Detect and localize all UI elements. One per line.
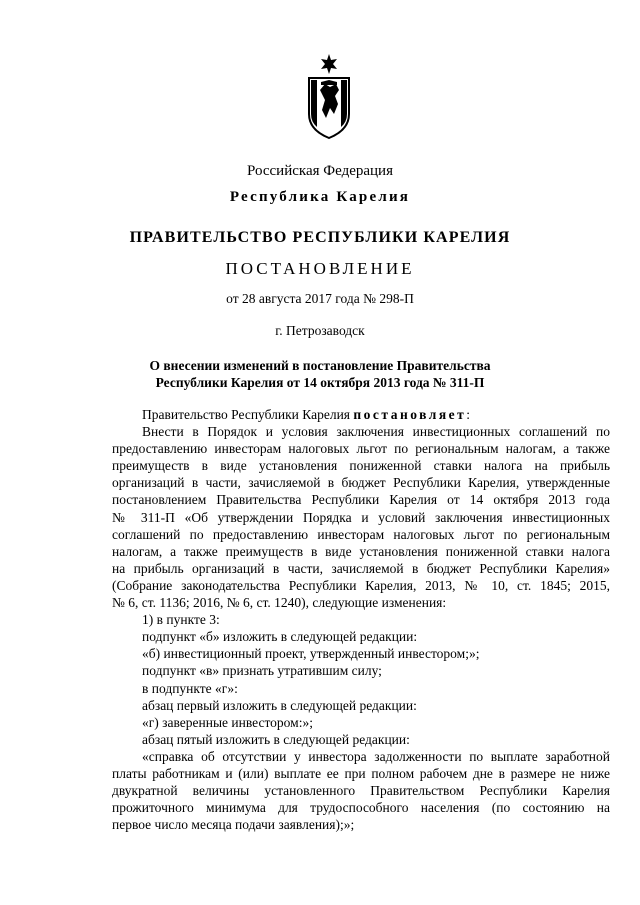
body-line: в подпункте «г»: [142, 680, 238, 696]
document-date-number: от 28 августа 2017 года № 298-П [226, 291, 414, 306]
body-line: первое число месяца подачи заявления);»; [112, 817, 355, 833]
intro-line [112, 406, 610, 423]
document-title-line-1: О внесении изменений в постановление Правительства [149, 358, 491, 373]
karelia-coat-of-arms-icon [303, 52, 355, 140]
body-line: соглашений по предоставлению инвесторам налоговых льгот по региональным [112, 526, 610, 542]
government-name: ПРАВИТЕЛЬСТВО РЕСПУБЛИКИ КАРЕЛИЯ [129, 229, 511, 246]
body-line: 1) в пункте 3: [142, 612, 220, 628]
document-title-line-2: Республики Карелия от 14 октября 2013 года № 311-П [155, 375, 485, 390]
document-body [112, 406, 610, 833]
body-line: «б) инвестиционный проект, утвержденный инвестором;»; [142, 646, 480, 662]
body-line: платы работникам и (или) выплате ее при полном рабочем дне в размере не ниже [112, 765, 610, 781]
document-type: ПОСТАНОВЛЕНИЕ [225, 259, 415, 278]
intro-suffix: : [466, 407, 471, 422]
body-line: организаций в части, зачисляемой в бюджет Республики Карелия, утвержденные [112, 475, 610, 491]
body-line: № 6, ст. 1136; 2016, № 6, ст. 1240), следующие изменения: [112, 595, 447, 611]
body-line: Внести в Порядок и условия заключения инвестиционных соглашений по [142, 424, 610, 440]
body-line: подпункт «в» признать утратившим силу; [142, 663, 382, 679]
intro-verb: постановляет [353, 407, 467, 422]
body-line: прожиточного минимума для трудоспособного населения (по состоянию на [112, 800, 610, 816]
body-line: «справка об отсутствии у инвестора задолженности по выплате заработной [142, 748, 610, 764]
body-line: № 311-П «Об утверждении Порядка и условий заключения инвестиционных [112, 509, 610, 525]
body-line: двукратной величины установленного Правительством Республики Карелия [112, 783, 610, 799]
body-line: абзац первый изложить в следующей редакции: [142, 697, 417, 713]
body-line: налогам, а также преимуществ в виде установления пониженной ставки налога [112, 543, 610, 559]
republic-name: Республика Карелия [229, 189, 411, 205]
body-line: постановлением Правительства Республики Карелия от 14 октября 2013 года [112, 492, 610, 508]
coat-of-arms-emblem [303, 52, 355, 140]
body-line: на прибыль организаций в части, зачисляемой в бюджет Республики Карелия» [112, 560, 610, 576]
body-line: «г) заверенные инвестором:»; [142, 714, 313, 730]
body-line: (Собрание законодательства Республики Карелия, 2013, № 10, ст. 1845; 2015, [112, 577, 610, 593]
body-line: преимуществ в виде установления пониженной ставки налога на прибыль [112, 458, 610, 474]
body-line: предоставлению инвесторам налоговых льгот по региональным налогам, а также [112, 441, 610, 457]
city-name: г. Петрозаводск [275, 323, 365, 338]
body-line: абзац пятый изложить в следующей редакции: [142, 731, 410, 747]
intro-prefix: Правительство Республики Карелия [142, 407, 354, 422]
country-name: Российская Федерация [247, 163, 393, 179]
body-line: подпункт «б» изложить в следующей редакции: [142, 629, 418, 645]
